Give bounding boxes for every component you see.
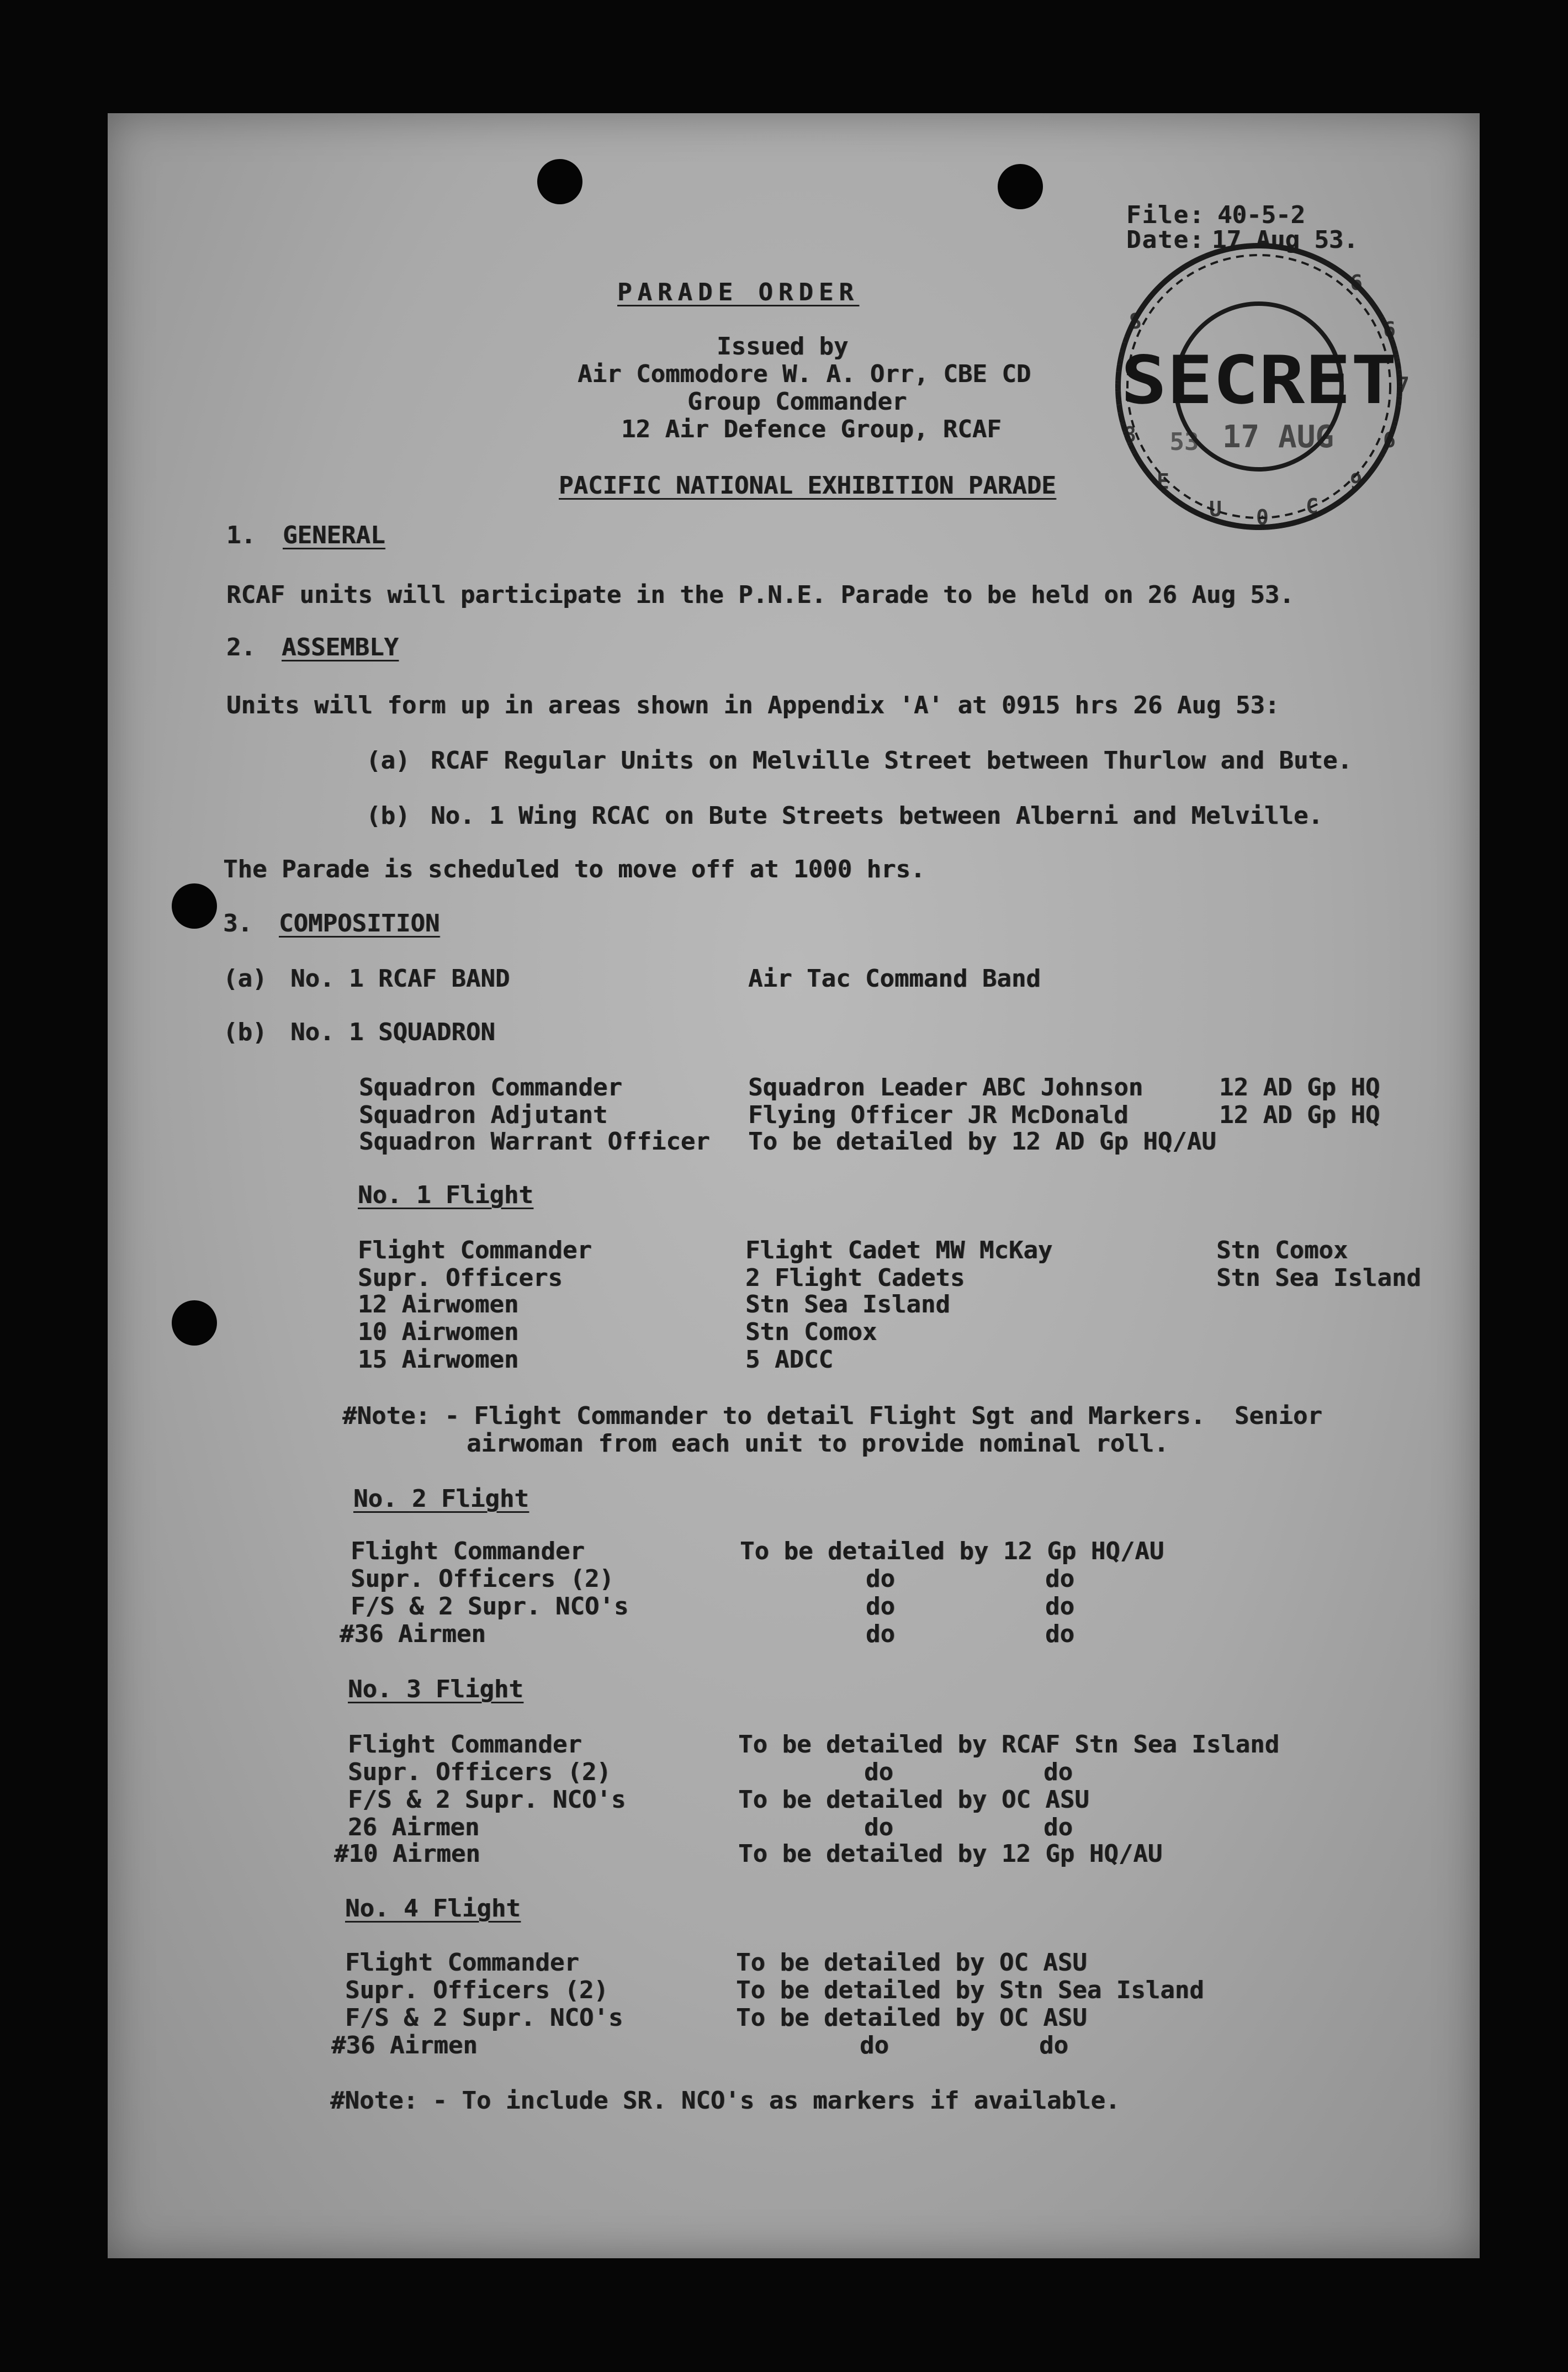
flight-1-role: Supr. Officers <box>358 1264 563 1292</box>
section-3-heading: COMPOSITION <box>279 909 440 938</box>
date-value: 17 Aug 53. <box>1212 226 1358 254</box>
flight-4-ditto: do <box>1039 2031 1068 2059</box>
flight-2-name: To be detailed by 12 Gp HQ/AU <box>740 1537 1164 1565</box>
flight-3-name: To be detailed by 12 Gp HQ/AU <box>738 1840 1163 1868</box>
flight-3-role: #10 Airmen <box>334 1840 480 1868</box>
flight-3-name: To be detailed by OC ASU <box>738 1786 1089 1814</box>
issuer-name: Air Commodore W. A. Orr, CBE CD <box>578 360 1031 388</box>
flight-4-role: Flight Commander <box>345 1949 579 1977</box>
flight-3-role: F/S & 2 Supr. NCO's <box>348 1786 626 1814</box>
assembly-item-b-text: No. 1 Wing RCAC on Bute Streets between Alberni and Melville. <box>431 802 1323 830</box>
flight-1-unit: Stn Comox <box>1216 1236 1348 1264</box>
squadron-role: Squadron Warrant Officer <box>359 1127 710 1156</box>
flight-4-role: #36 Airmen <box>331 2031 478 2059</box>
section-1-text: RCAF units will participate in the P.N.E. Parade to be held on 26 Aug 53. <box>226 581 1294 609</box>
file-value: 40-5-2 <box>1217 201 1305 229</box>
issuer-unit: 12 Air Defence Group, RCAF <box>621 415 1002 443</box>
section-2-number: 2. <box>226 633 256 661</box>
svg-text:6: 6 <box>1383 317 1396 342</box>
flight-3-heading: No. 3 Flight <box>348 1675 523 1703</box>
flight-1-role: 15 Airwomen <box>358 1346 519 1374</box>
flight-3-name: To be detailed by RCAF Stn Sea Island <box>738 1730 1280 1759</box>
flight-3-role: Flight Commander <box>348 1730 582 1759</box>
flight-4-name: To be detailed by OC ASU <box>736 1949 1087 1977</box>
section-3-number: 3. <box>223 909 252 938</box>
punch-hole-top-right <box>998 164 1043 209</box>
flight-2-role: Flight Commander <box>351 1537 585 1565</box>
assembly-closing: The Parade is scheduled to move off at 1000 hrs. <box>223 855 925 883</box>
flight-1-note-line-1: #Note: - Flight Commander to detail Flight Sgt and Markers. Senior <box>342 1402 1322 1430</box>
flight-4-ditto: do <box>860 2031 889 2059</box>
svg-text:6: 6 <box>1350 271 1363 295</box>
punch-hole-lower-left <box>172 1300 217 1346</box>
issued-by: Issued by <box>717 332 849 361</box>
flight-3-role: 26 Airmen <box>348 1813 480 1841</box>
issuer-role: Group Commander <box>687 388 907 416</box>
file-label: File: <box>1126 201 1205 229</box>
flight-2-role: #36 Airmen <box>340 1620 486 1648</box>
secret-stamp <box>1096 237 1422 536</box>
flight-1-heading: No. 1 Flight <box>358 1181 533 1209</box>
flight-2-heading: No. 2 Flight <box>353 1485 529 1513</box>
date-label: Date: <box>1126 226 1205 254</box>
svg-text:8: 8 <box>1124 422 1136 447</box>
squadron-name: Flying Officer JR McDonald <box>748 1101 1129 1129</box>
punch-hole-middle-left <box>172 883 217 929</box>
flight-2-ditto: do <box>1045 1620 1074 1648</box>
svg-text:E: E <box>1157 469 1169 494</box>
subject-title: PACIFIC NATIONAL EXHIBITION PARADE <box>559 472 1056 500</box>
composition-a-label: No. 1 RCAF BAND <box>290 965 510 993</box>
assembly-item-a-marker: (a) <box>366 746 410 775</box>
flight-3-role: Supr. Officers (2) <box>348 1758 611 1786</box>
flight-2-role: Supr. Officers (2) <box>351 1565 614 1593</box>
flight-1-unit: Stn Sea Island <box>1216 1264 1421 1292</box>
flight-3-ditto: do <box>864 1813 893 1841</box>
flight-4-note: #Note: - To include SR. NCO's as markers if available. <box>330 2087 1120 2115</box>
composition-a-marker: (a) <box>223 965 267 993</box>
assembly-item-a-text: RCAF Regular Units on Melville Street between Thurlow and Bute. <box>431 746 1352 775</box>
squadron-unit: 12 AD Gp HQ <box>1219 1073 1380 1102</box>
flight-2-role: F/S & 2 Supr. NCO's <box>351 1592 629 1621</box>
svg-text:U: U <box>1209 497 1222 521</box>
section-1-heading: GENERAL <box>283 521 385 549</box>
flight-1-name: 5 ADCC <box>745 1346 833 1374</box>
flight-4-role: F/S & 2 Supr. NCO's <box>345 2004 623 2032</box>
flight-4-name: To be detailed by OC ASU <box>736 2004 1087 2032</box>
flight-1-name: 2 Flight Cadets <box>745 1264 965 1292</box>
flight-4-role: Supr. Officers (2) <box>345 1976 608 2004</box>
svg-text:C: C <box>1306 494 1318 518</box>
section-2-heading: ASSEMBLY <box>282 633 399 661</box>
squadron-name: Squadron Leader ABC Johnson <box>748 1073 1143 1102</box>
section-1-number: 1. <box>226 521 256 549</box>
flight-1-role: 10 Airwomen <box>358 1318 519 1346</box>
composition-b-marker: (b) <box>223 1018 267 1046</box>
flight-3-ditto: do <box>864 1758 893 1786</box>
flight-1-name: Flight Cadet MW McKay <box>745 1236 1053 1264</box>
stamp-word: SECRET <box>1121 342 1397 419</box>
squadron-role: Squadron Adjutant <box>359 1101 608 1129</box>
flight-1-name: Stn Comox <box>745 1318 877 1346</box>
punch-hole-top-left <box>537 159 582 204</box>
squadron-role: Squadron Commander <box>359 1073 622 1102</box>
document-title: PARADE ORDER <box>617 278 859 306</box>
flight-1-note-line-2: airwoman from each unit to provide nominal roll. <box>467 1429 1169 1458</box>
flight-2-ditto: do <box>1045 1565 1074 1593</box>
flight-4-heading: No. 4 Flight <box>345 1894 521 1923</box>
stamp-date-numeral: 53 <box>1169 428 1199 456</box>
svg-text:6: 6 <box>1383 428 1396 452</box>
flight-3-ditto: do <box>1043 1813 1073 1841</box>
svg-text:S: S <box>1129 309 1142 333</box>
squadron-name: To be detailed by 12 AD Gp HQ/AU <box>748 1127 1216 1156</box>
stamp-ring-text: 17 AUG <box>1222 419 1334 455</box>
svg-text:9: 9 <box>1350 469 1363 494</box>
squadron-unit: 12 AD Gp HQ <box>1219 1101 1380 1129</box>
flight-4-name: To be detailed by Stn Sea Island <box>736 1976 1204 2004</box>
flight-1-role: Flight Commander <box>358 1236 592 1264</box>
flight-2-ditto: do <box>866 1592 895 1621</box>
svg-text:7: 7 <box>1397 373 1410 397</box>
section-2-text: Units will form up in areas shown in Appendix 'A' at 0915 hrs 26 Aug 53: <box>226 691 1280 719</box>
flight-3-ditto: do <box>1043 1758 1073 1786</box>
flight-1-role: 12 Airwomen <box>358 1290 519 1319</box>
composition-a-value: Air Tac Command Band <box>748 965 1041 993</box>
composition-b-label: No. 1 SQUADRON <box>290 1018 495 1046</box>
flight-2-ditto: do <box>866 1620 895 1648</box>
flight-2-ditto: do <box>866 1565 895 1593</box>
svg-text:0: 0 <box>1256 505 1269 530</box>
assembly-item-b-marker: (b) <box>366 802 410 830</box>
flight-1-name: Stn Sea Island <box>745 1290 950 1319</box>
flight-2-ditto: do <box>1045 1592 1074 1621</box>
